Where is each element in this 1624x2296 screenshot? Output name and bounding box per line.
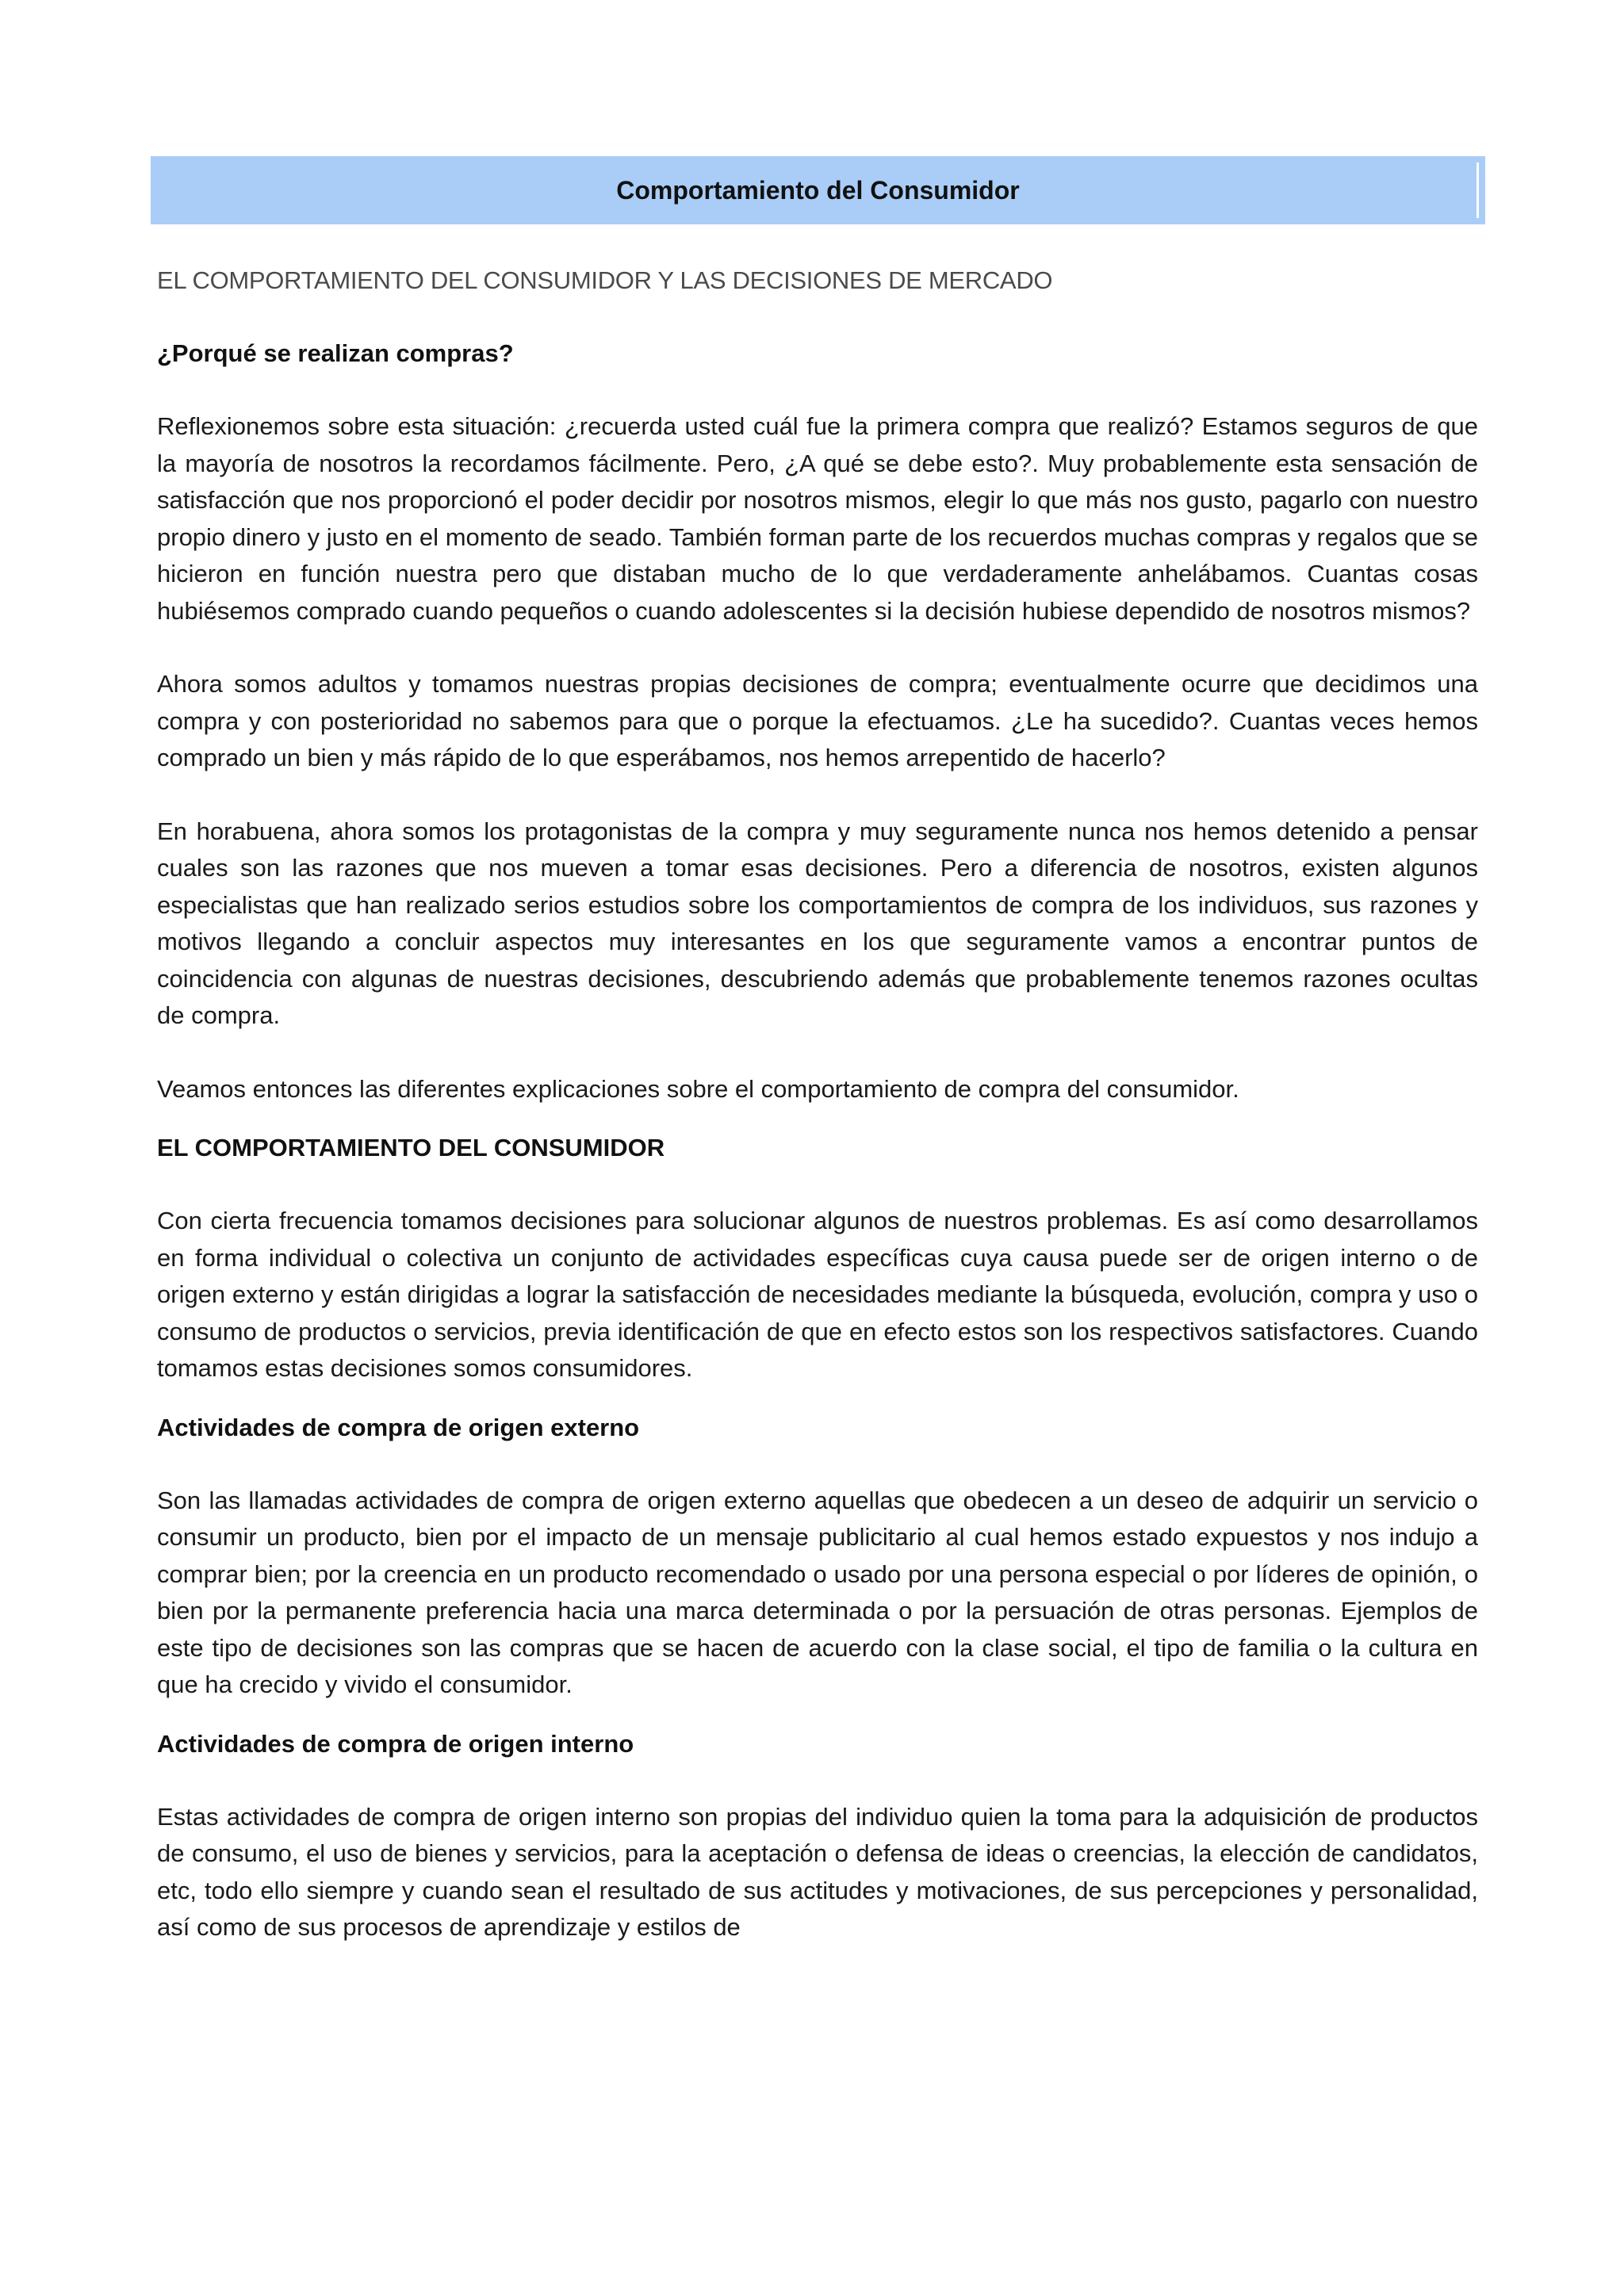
question-heading: ¿Porqué se realizan compras? [157,339,514,367]
section-heading: EL COMPORTAMIENTO DEL CONSUMIDOR [157,1134,665,1161]
document-body [157,254,1478,1946]
external-paragraph: Son las llamadas actividades de compra de origen externo aquellas que obedecen a un deseo de adquirir un servicio o consumir un producto, bien por el impacto de un mensaje publicitario al cual hemos estado expuestos y nos indujo a comprar bien; por la creencia en un producto recomendado o usado por una persona especial o por líderes de opinión, o bien por la permanente preferencia hacia una marca determinada o por la persuación de otras personas. Ejemplos de este tipo de decisiones son las compras que se hacen de acuerdo con la clase social, el tipo de familia o la cultura en que ha crecido y vivido el consumidor. [157,1486,1478,1698]
intro-paragraph-2: Ahora somos adultos y tomamos nuestras propias decisiones de compra; eventualmente ocurre que decidimos una compra y con posterioridad no sabemos para que o porque la efectuamos. ¿Le ha sucedido?. Cuantas veces hemos comprado un bien y más rápido de lo que esperábamos, nos hemos arrepentido de hacerlo? [157,670,1478,771]
intro-paragraph-4: Veamos entonces las diferentes explicaciones sobre el comportamiento de compra del consumidor. [157,1074,1239,1103]
section-paragraph: Con cierta frecuencia tomamos decisiones para solucionar algunos de nuestros problemas. Es así como desarrollamos en forma individual o colectiva un conjunto de actividades específicas cuya causa puede ser de origen interno o de origen externo y están dirigidas a lograr la satisfacción de necesidades mediante la búsqueda, evolución, compra y uso o consumo de productos o servicios, previa identificación de que en efecto estos son los respectivos satisfactores. Cuando tomamos estas decisiones somos consumidores. [157,1207,1478,1382]
title-banner [151,156,1485,224]
document-subtitle: EL COMPORTAMIENTO DEL CONSUMIDOR Y LAS DECISIONES DE MERCADO [157,266,1053,294]
external-heading: Actividades de compra de origen externo [157,1413,640,1441]
internal-heading: Actividades de compra de origen interno [157,1729,634,1758]
intro-paragraph-3: En horabuena, ahora somos los protagonistas de la compra y muy seguramente nunca nos hemos detenido a pensar cuales son las razones que nos mueven a tomar esas decisiones. Pero a diferencia de nosotros, existen algunos especialistas que han realizado serios estudios sobre los comportamientos de compra de los individuos, sus razones y motivos llegando a concluir aspectos muy interesantes en los que seguramente vamos a encontrar puntos de coincidencia con algunas de nuestras decisiones, descubriendo además que probablemente tenemos razones ocultas de compra. [157,817,1478,1029]
intro-paragraph-1: Reflexionemos sobre esta situación: ¿recuerda usted cuál fue la primera compra que realizó? Estamos seguros de que la mayoría de nosotros la recordamos fácilmente. Pero, ¿A qué se debe esto?. Muy probablemente esta sensación de satisfacción que nos proporcionó el poder decidir por nosotros mismos, elegir lo que más nos gusto, pagarlo con nuestro propio dinero y justo en el momento de seado. También forman parte de los recuerdos muchas compras y regalos que se hicieron en función nuestra pero que distaban mucho de lo que verdaderamente anhelábamos. Cuantas cosas hubiésemos comprado cuando pequeños o cuando adolescentes si la decisión hubiese dependido de nosotros mismos? [157,412,1478,625]
internal-paragraph: Estas actividades de compra de origen interno son propias del individuo quien la toma para la adquisición de productos de consumo, el uso de bienes y servicios, para la aceptación o defensa de ideas o creencias, la elección de candidatos, etc, todo ello siempre y cuando sean el resultado de sus actitudes y motivaciones, de sus percepciones y personalidad, así como de sus procesos de aprendizaje y estilos de [157,1802,1478,1941]
document-title: Comportamiento del Consumidor [616,175,1020,205]
